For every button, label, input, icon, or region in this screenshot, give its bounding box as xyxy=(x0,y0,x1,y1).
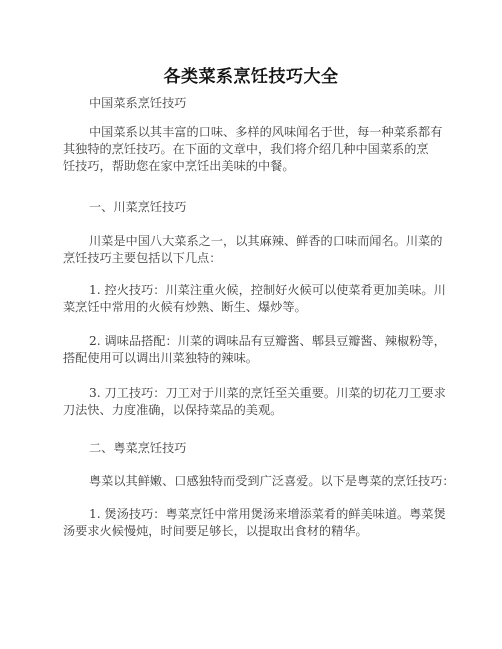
text-line: 其独特的烹饪技巧。在下面的文章中，我们将介绍几种中国菜系的烹 xyxy=(63,142,429,156)
text-line: 中国菜系以其丰富的口味、多样的风味闻名于世，每一种菜系都有 xyxy=(89,125,443,139)
text-line: 刀法快、力度准确，以保持菜品的美观。 xyxy=(63,403,283,417)
text-line: 饪技巧，帮助您在家中烹饪出美味的中餐。 xyxy=(63,159,295,173)
sichuan-tip-1 xyxy=(63,282,446,316)
intro-paragraph xyxy=(63,124,442,175)
sichuan-tip-3 xyxy=(63,385,446,419)
text-line: 烹饪技巧主要包括以下几点： xyxy=(63,251,222,265)
text-line: 3. 刀工技巧：刀工对于川菜的烹饪至关重要。川菜的切花刀工要求 xyxy=(89,386,446,400)
text-line: 粤菜以其鲜嫩、口感独特而受到广泛喜爱。以下是粤菜的烹饪技巧： xyxy=(89,474,455,488)
section-heading-chinese-cuisine xyxy=(89,95,187,112)
text-line: 1. 煲汤技巧：粤菜烹饪中常用煲汤来增添菜肴的鲜美味道。粤菜煲 xyxy=(89,507,446,521)
text-line: 二、粤菜烹饪技巧 xyxy=(89,441,187,455)
text-line: 搭配使用可以调出川菜独特的辣味。 xyxy=(63,351,258,365)
document-title: 各类菜系烹饪技巧大全 xyxy=(163,67,339,87)
text-line: 菜烹饪中常用的火候有炒熟、断生、爆炒等。 xyxy=(63,300,307,314)
sichuan-intro-paragraph xyxy=(63,233,442,267)
sichuan-tip-2 xyxy=(63,333,446,367)
cantonese-tip-1 xyxy=(63,506,446,540)
text-line: 中国菜系烹饪技巧 xyxy=(89,96,187,110)
text-line: 1. 控火技巧：川菜注重火候，控制好火候可以使菜肴更加美味。川 xyxy=(89,283,446,297)
text-line: 2. 调味品搭配：川菜的调味品有豆瓣酱、郫县豆瓣酱、辣椒粉等， xyxy=(89,334,446,348)
cantonese-intro-paragraph xyxy=(63,473,455,490)
section-heading-cantonese xyxy=(89,440,187,457)
text-line: 一、川菜烹饪技巧 xyxy=(89,200,187,214)
section-heading-sichuan xyxy=(89,199,187,216)
text-line: 川菜是中国八大菜系之一，以其麻辣、鲜香的口味而闻名。川菜的 xyxy=(89,234,443,248)
text-line: 汤要求火候慢炖，时间要足够长，以提取出食材的精华。 xyxy=(63,524,368,538)
